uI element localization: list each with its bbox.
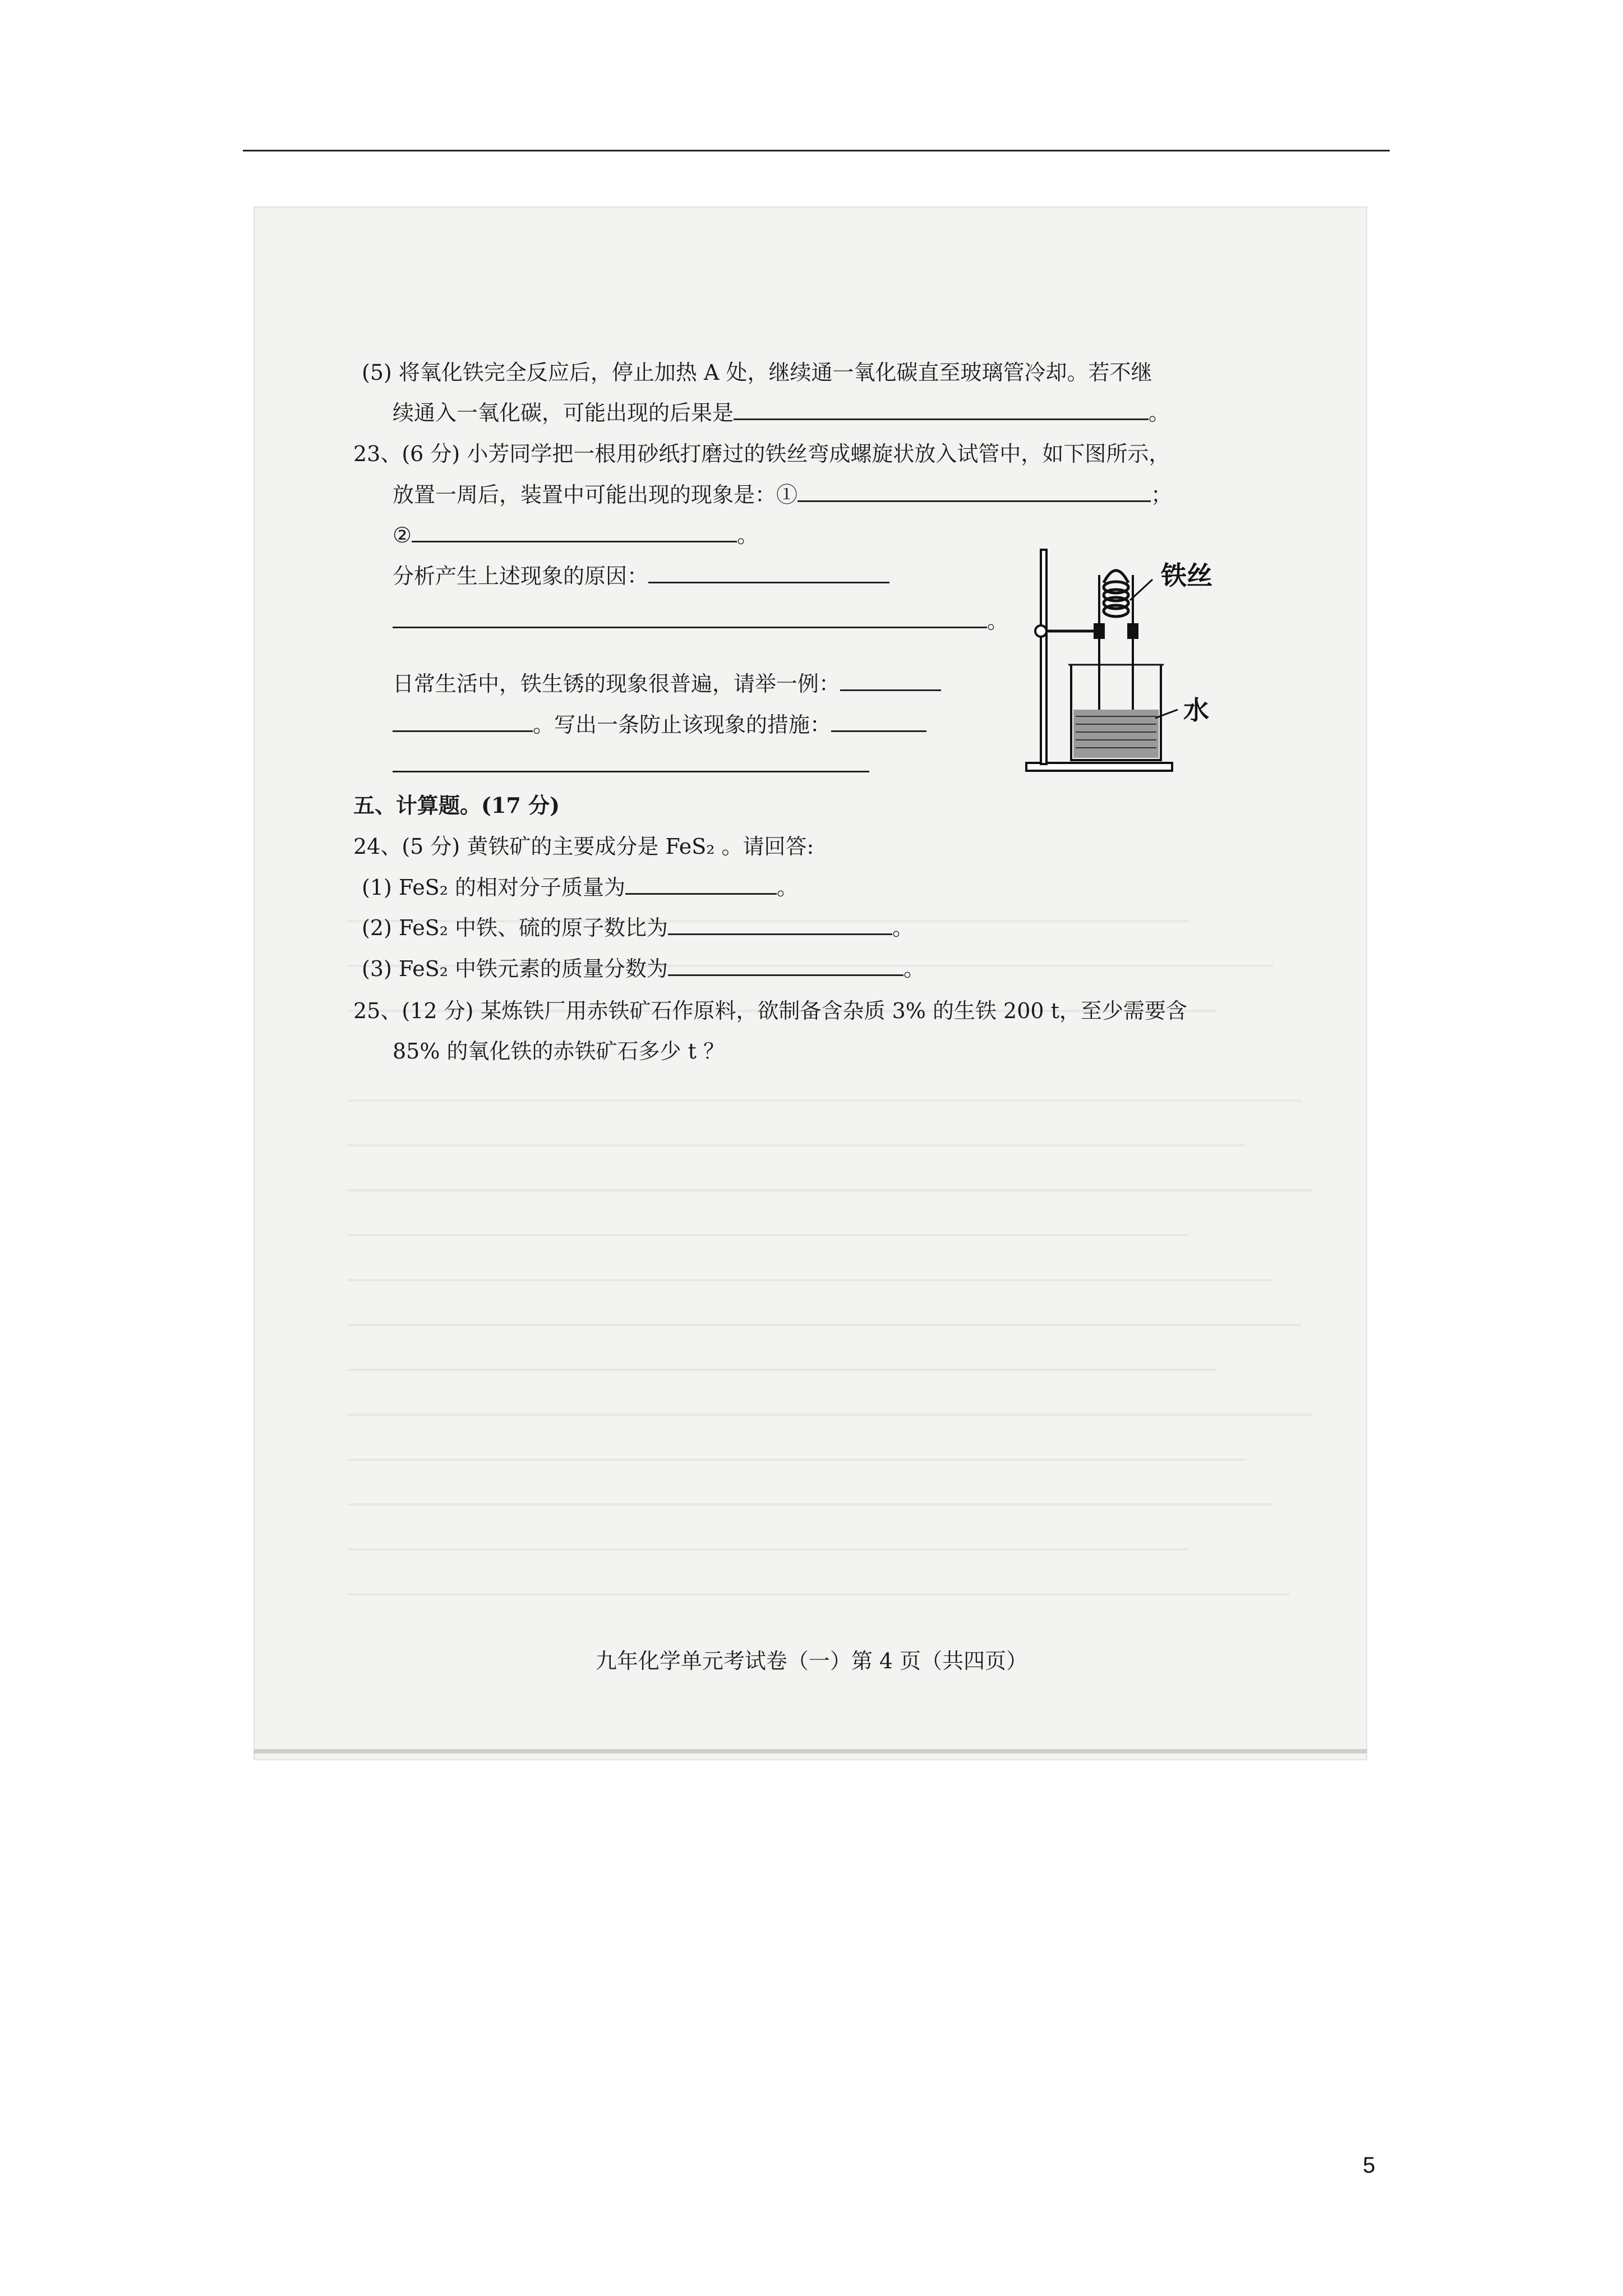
q24-p2 <box>362 914 914 941</box>
answer-blank[interactable] <box>393 711 533 732</box>
punct: 。 <box>987 609 1009 633</box>
punct: ； <box>1151 482 1173 507</box>
answer-blank[interactable] <box>393 608 987 628</box>
q23-line6-text: 日常生活中，铁生锈的现象很普遍，请举一例： <box>393 671 841 696</box>
q23-line5 <box>393 608 1008 634</box>
punct: 。 <box>892 915 914 940</box>
q22-5-line1: (5) 将氧化铁完全反应后，停止加热 A 处，继续通一氧化碳直至玻璃管冷却。若不继 <box>362 360 1152 385</box>
page-number: 5 <box>1363 2153 1376 2178</box>
section5-title: 五、计算题。(17 分) <box>353 793 560 818</box>
q25-line1: 25、(12 分) 某炼铁厂用赤铁矿石作原料，欲制备含杂质 3% 的生铁 200 t，至少需要含 <box>353 999 1187 1023</box>
q23-line1: 23、(6 分) 小芳同学把一根用砂纸打磨过的铁丝弯成螺旋状放入试管中，如下图所示， <box>353 441 1170 466</box>
q24-p2-text: (2) FeS₂ 中铁、硫的原子数比为 <box>362 915 668 940</box>
iron-wire-rusting-apparatus <box>1015 524 1228 783</box>
label-water: 水 <box>1183 695 1209 725</box>
answer-blank[interactable] <box>797 481 1151 502</box>
answer-blank[interactable] <box>668 955 903 976</box>
q24-stem: 24、(5 分) 黄铁矿的主要成分是 FeS₂ 。请回答: <box>353 834 814 859</box>
answer-blank[interactable] <box>625 874 777 895</box>
q23-line7-text: 。写出一条防止该现象的措施： <box>533 712 832 737</box>
q24-p1-text: (1) FeS₂ 的相对分子质量为 <box>362 875 626 900</box>
answer-blank[interactable] <box>412 522 737 542</box>
exam-page-footer: 九年化学单元考试卷（一）第 4 页（共四页） <box>595 1649 1028 1673</box>
q23-line7 <box>393 711 926 738</box>
punct: 。 <box>737 523 759 547</box>
q23-line2-text: 放置一周后，装置中可能出现的现象是：① <box>393 482 798 507</box>
q23-line4-text: 分析产生上述现象的原因： <box>393 564 649 588</box>
q23-line8 <box>393 752 869 779</box>
answer-blank[interactable] <box>393 752 869 772</box>
answer-blank[interactable] <box>831 711 926 732</box>
punct: 。 <box>1149 401 1170 425</box>
q24-p1 <box>362 874 798 901</box>
answer-blank[interactable] <box>648 563 889 583</box>
q24-p3-text: (3) FeS₂ 中铁元素的质量分数为 <box>362 956 668 981</box>
answer-blank[interactable] <box>668 914 892 935</box>
q24-p3 <box>362 955 925 982</box>
q23-line6 <box>393 670 941 697</box>
q23-line3 <box>393 522 758 549</box>
answer-blank[interactable] <box>840 670 941 691</box>
q22-5-line2 <box>393 399 1170 426</box>
q23-line4 <box>393 563 889 590</box>
answer-blank[interactable] <box>734 399 1149 420</box>
q22-5-line2-text: 续通入一氧化碳，可能出现的后果是 <box>393 401 734 425</box>
punct: 。 <box>777 875 799 900</box>
q23-line2 <box>393 481 1172 508</box>
label-iron-wire: 铁丝 <box>1161 560 1212 591</box>
q25-line2: 85% 的氧化铁的赤铁矿石多少 t ？ <box>393 1039 725 1064</box>
punct: 。 <box>903 956 925 981</box>
q23-line3-text: ② <box>393 523 412 547</box>
